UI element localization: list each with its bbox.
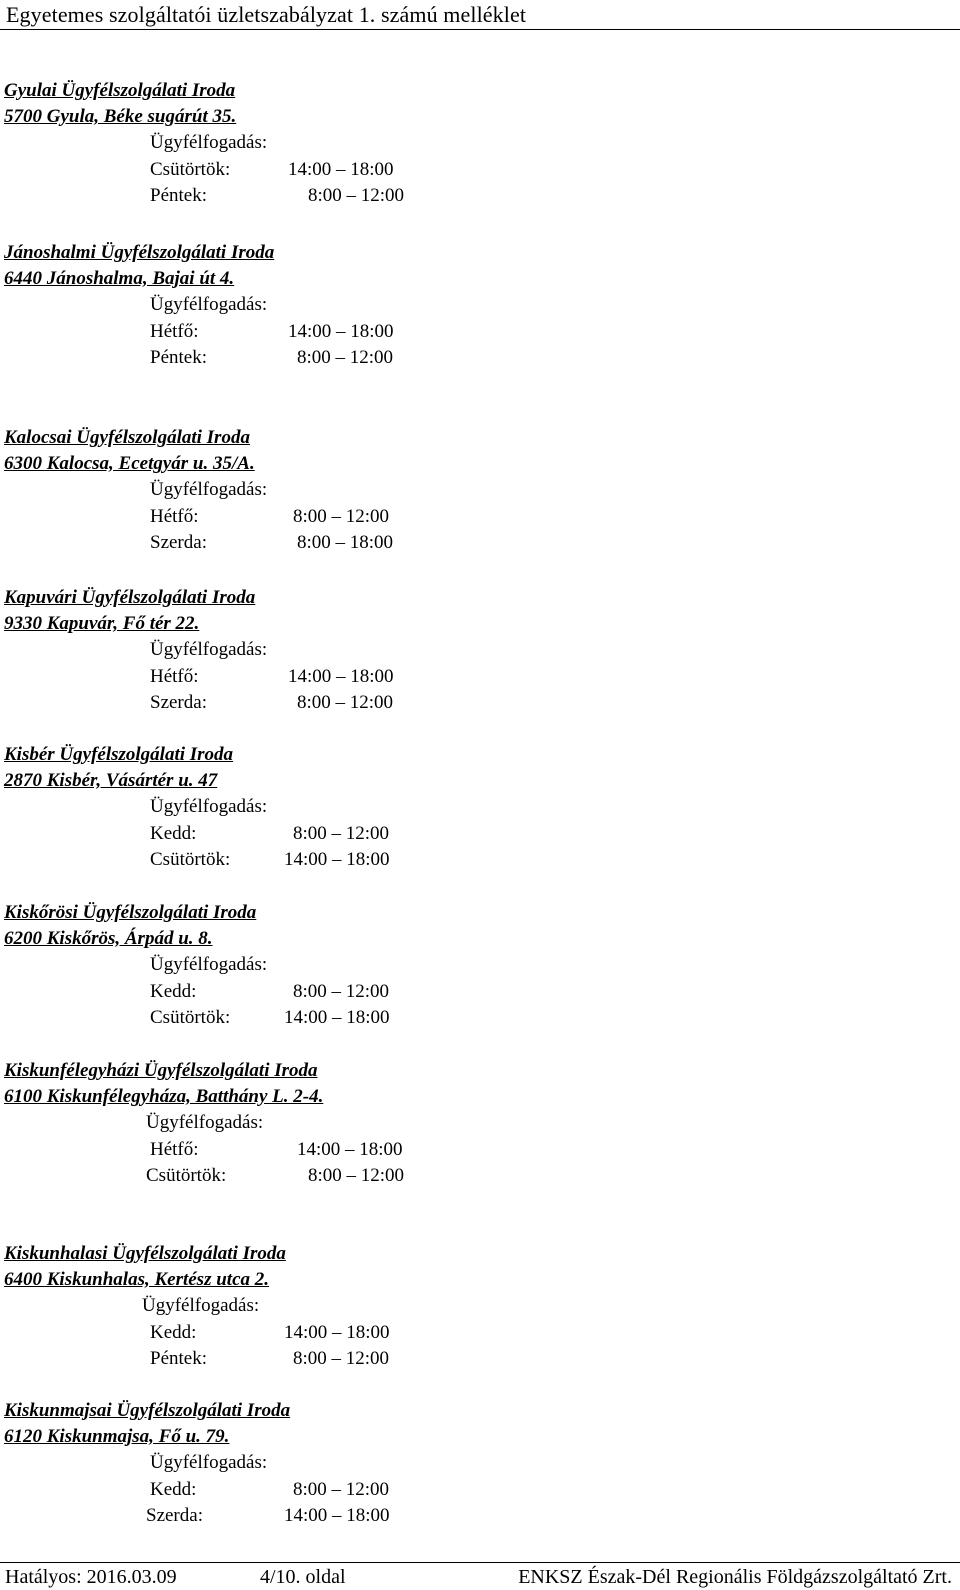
- office-block-kapuvar: [4, 585, 394, 716]
- hours-time: 8:00 – 12:00: [308, 184, 405, 206]
- hours-time: 14:00 – 18:00: [284, 1321, 390, 1343]
- hours-day: Péntek:: [150, 184, 207, 206]
- hours-row: [4, 1163, 405, 1189]
- hours-day: Csütörtök:: [146, 1164, 227, 1186]
- hours-time: 8:00 – 12:00: [293, 822, 390, 844]
- office-address: 6200 Kiskőrös, Árpád u. 8.: [4, 928, 213, 950]
- company-name: ENKSZ Észak-Dél Regionális Földgázszolgáltató Zrt.: [518, 1566, 952, 1588]
- office-address: 9330 Kapuvár, Fő tér 22.: [4, 613, 200, 635]
- office-name: Kiskőrösi Ügyfélszolgálati Iroda: [4, 902, 257, 923]
- hours-row: [4, 319, 394, 345]
- page-footer: [0, 1562, 960, 1590]
- office-address: 6120 Kiskunmajsa, Fő u. 79.: [4, 1426, 230, 1448]
- hours-day: Hétfő:: [150, 505, 199, 527]
- office-block-kalocsa: [4, 425, 394, 556]
- hours-day: Szerda:: [150, 531, 207, 553]
- hours-time: 14:00 – 18:00: [284, 1006, 390, 1028]
- page-number: 4/10. oldal: [260, 1566, 346, 1588]
- hours-row: [4, 1346, 390, 1372]
- hours-time: 14:00 – 18:00: [288, 320, 394, 342]
- hours-row: [4, 345, 394, 371]
- hours-day: Kedd:: [150, 1321, 197, 1343]
- hours-time: 14:00 – 18:00: [284, 1504, 390, 1526]
- office-name: Kalocsai Ügyfélszolgálati Iroda: [4, 427, 250, 448]
- office-name: Kiskunfélegyházi Ügyfélszolgálati Iroda: [4, 1060, 318, 1081]
- office-name: Gyulai Ügyfélszolgálati Iroda: [4, 80, 236, 101]
- hours-day: Szerda:: [146, 1504, 203, 1526]
- office-address: 6300 Kalocsa, Ecetgyár u. 35/A.: [4, 453, 255, 475]
- hours-day: Péntek:: [150, 1347, 207, 1369]
- hours-time: 8:00 – 12:00: [308, 1164, 405, 1186]
- hours-row: [4, 530, 394, 556]
- hours-time: 8:00 – 12:00: [297, 691, 394, 713]
- hours-label: Ügyfélfogadás:: [150, 132, 268, 154]
- office-name: Kapuvári Ügyfélszolgálati Iroda: [4, 587, 256, 608]
- hours-time: 14:00 – 18:00: [297, 1138, 403, 1160]
- office-name: Kisbér Ügyfélszolgálati Iroda: [4, 744, 234, 765]
- hours-label: Ügyfélfogadás:: [150, 954, 268, 976]
- hours-label: Ügyfélfogadás:: [150, 294, 268, 316]
- hours-row: [4, 1005, 390, 1031]
- hours-time: 8:00 – 12:00: [293, 1478, 390, 1500]
- office-name: Jánoshalmi Ügyfélszolgálati Iroda: [4, 242, 275, 263]
- office-block-kiskunhalas: [4, 1241, 390, 1372]
- hours-day: Csütörtök:: [150, 158, 231, 180]
- hours-label: Ügyfélfogadás:: [150, 1452, 268, 1474]
- office-block-kiskunfelegyhaza: [4, 1058, 405, 1189]
- hours-time: 14:00 – 18:00: [288, 158, 394, 180]
- page-header: [0, 0, 960, 30]
- office-name: Kiskunmajsai Ügyfélszolgálati Iroda: [4, 1400, 291, 1421]
- hours-time: 8:00 – 12:00: [297, 346, 394, 368]
- hours-label: Ügyfélfogadás:: [146, 1112, 264, 1134]
- hours-time: 8:00 – 18:00: [297, 531, 394, 553]
- office-address: 2870 Kisbér, Vásártér u. 47: [4, 770, 218, 792]
- hours-day: Kedd:: [150, 1478, 197, 1500]
- hours-row: [4, 1137, 403, 1163]
- office-address: 6100 Kiskunfélegyháza, Batthány L. 2-4.: [4, 1086, 324, 1108]
- hours-day: Péntek:: [150, 346, 207, 368]
- hours-label: Ügyfélfogadás:: [150, 796, 268, 818]
- hours-label: Ügyfélfogadás:: [150, 479, 268, 501]
- hours-label: Ügyfélfogadás:: [142, 1295, 260, 1317]
- hours-time: 8:00 – 12:00: [293, 505, 390, 527]
- hours-day: Hétfő:: [150, 320, 199, 342]
- office-address: 6400 Kiskunhalas, Kertész utca 2.: [4, 1269, 269, 1291]
- hours-day: Kedd:: [150, 822, 197, 844]
- hours-row: [4, 1477, 390, 1503]
- hours-day: Hétfő:: [150, 1138, 199, 1160]
- office-block-gyula: [4, 78, 405, 209]
- hours-row: [4, 157, 394, 183]
- hours-row: [4, 183, 405, 209]
- hours-day: Kedd:: [150, 980, 197, 1002]
- hours-day: Csütörtök:: [150, 848, 231, 870]
- hours-day: Szerda:: [150, 691, 207, 713]
- hours-label: Ügyfélfogadás:: [150, 639, 268, 661]
- hours-time: 14:00 – 18:00: [288, 665, 394, 687]
- hours-row: [4, 847, 390, 873]
- office-block-kiskoros: [4, 900, 390, 1031]
- office-block-kiskunmajsa: [4, 1398, 390, 1529]
- hours-row: [4, 690, 394, 716]
- office-block-kisber: [4, 742, 390, 873]
- office-name: Kiskunhalasi Ügyfélszolgálati Iroda: [4, 1243, 286, 1264]
- hours-time: 8:00 – 12:00: [293, 980, 390, 1002]
- hours-row: [4, 1320, 390, 1346]
- document-title: Egyetemes szolgáltatói üzletszabályzat 1. számú melléklet: [6, 2, 527, 27]
- hours-row: [4, 979, 390, 1005]
- hours-day: Hétfő:: [150, 665, 199, 687]
- hours-day: Csütörtök:: [150, 1006, 231, 1028]
- hours-row: [4, 821, 390, 847]
- hours-time: 14:00 – 18:00: [284, 848, 390, 870]
- hours-row: [4, 1503, 390, 1529]
- hours-time: 8:00 – 12:00: [293, 1347, 390, 1369]
- effective-date: Hatályos: 2016.03.09: [5, 1566, 177, 1588]
- hours-row: [4, 504, 390, 530]
- office-address: 5700 Gyula, Béke sugárút 35.: [4, 106, 237, 128]
- hours-row: [4, 664, 394, 690]
- office-block-janoshalma: [4, 240, 394, 371]
- office-address: 6440 Jánoshalma, Bajai út 4.: [4, 268, 235, 290]
